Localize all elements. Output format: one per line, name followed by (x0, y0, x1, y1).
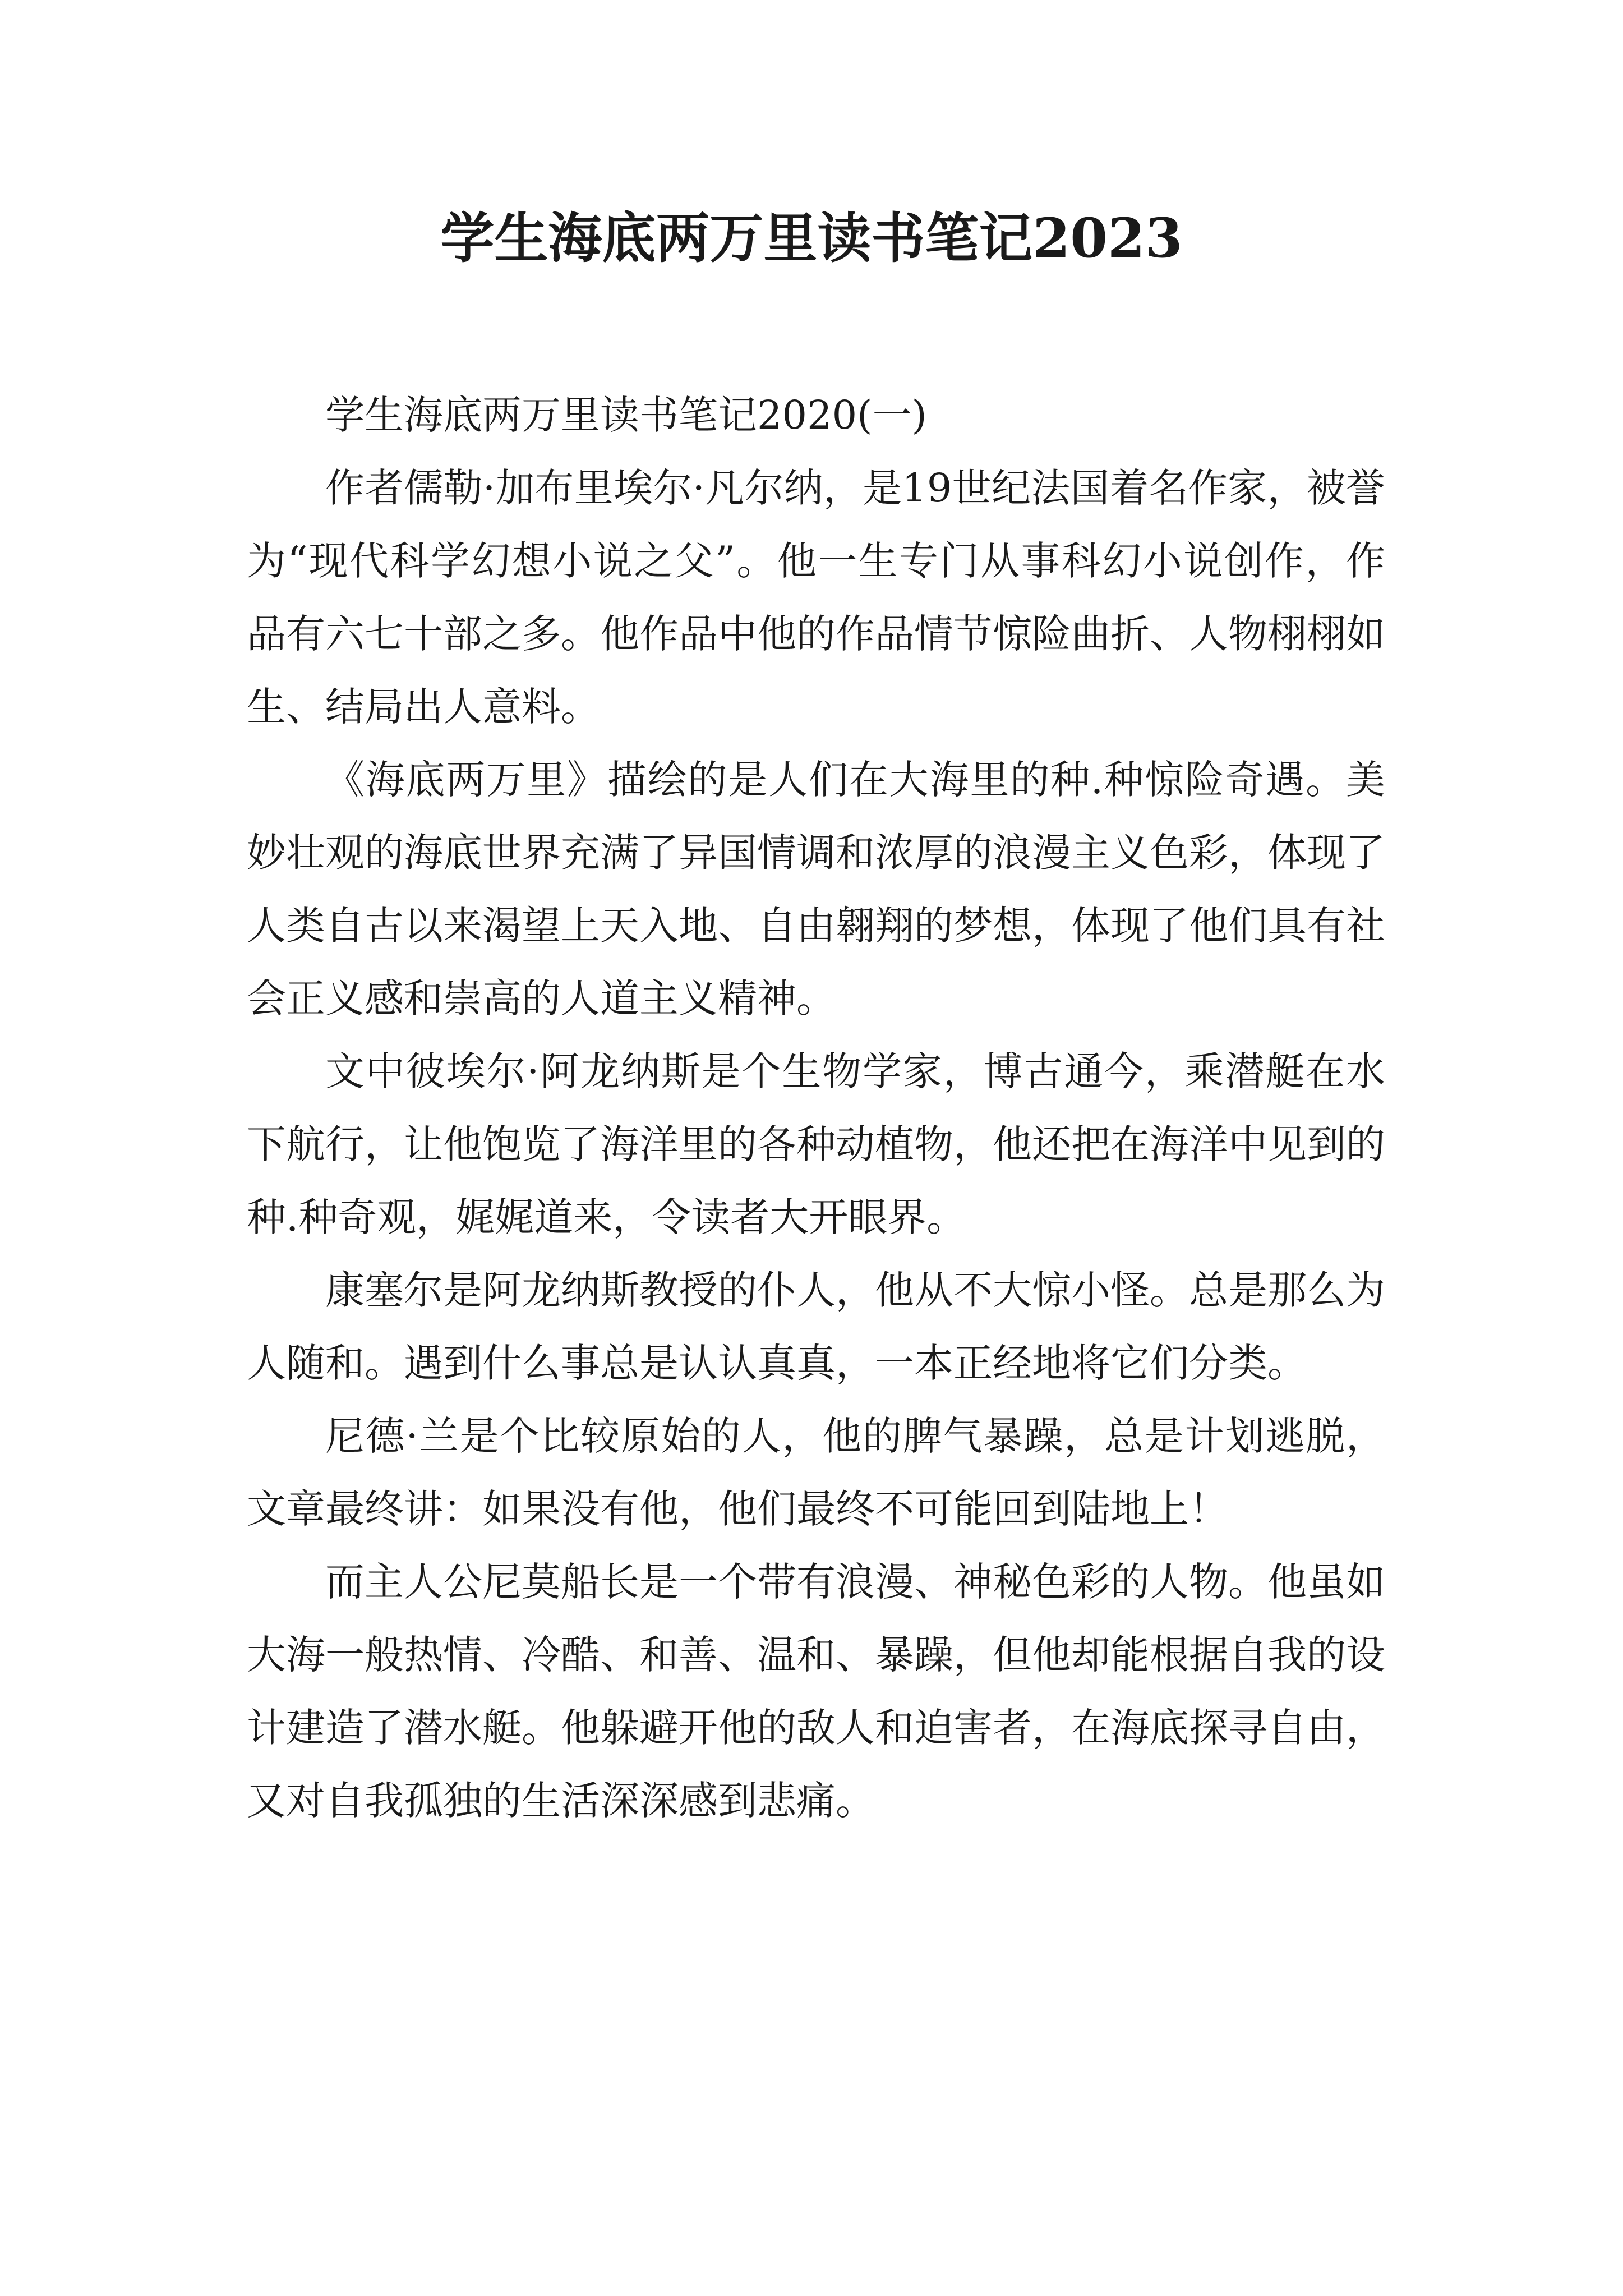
paragraph-aronnax: 文中彼埃尔·阿龙纳斯是个生物学家，博古通今，乘潜艇在水下航行，让他饱览了海洋里的各种动植物，他还把在海洋中见到的种.种奇观，娓娓道来，令读者大开眼界。 (247, 1048, 1385, 1240)
document-subtitle: 学生海底两万里读书笔记2020(一) (325, 392, 927, 438)
paragraph-ned-land: 尼德·兰是个比较原始的人，他的脾气暴躁，总是计划逃脱，文章最终讲：如果没有他，他们最终不可能回到陆地上！ (247, 1413, 1385, 1532)
paragraph-conseil: 康塞尔是阿龙纳斯教授的仆人，他从不大惊小怪。总是那么为人随和。遇到什么事总是认认真真，一本正经地将它们分类。 (247, 1267, 1385, 1386)
document-title: 学生海底两万里读书笔记2023 (440, 206, 1183, 270)
paragraph-captain-nemo: 而主人公尼莫船长是一个带有浪漫、神秘色彩的人物。他虽如大海一般热情、冷酷、和善、温和、暴躁，但他却能根据自我的设计建造了潜水艇。他躲避开他的敌人和迫害者，在海底探寻自由，又对自我孤独的生活深深感到悲痛。 (247, 1559, 1385, 1824)
paragraph-author: 作者儒勒·加布里埃尔·凡尔纳，是19世纪法国着名作家，被誉为“现代科学幻想小说之父”。他一生专门从事科幻小说创作，作品有六七十部之多。他作品中他的作品情节惊险曲折、人物栩栩如生、结局出人意料。 (247, 465, 1385, 730)
paragraph-summary: 《海底两万里》描绘的是人们在大海里的种.种惊险奇遇。美妙壮观的海底世界充满了异国情调和浓厚的浪漫主义色彩，体现了人类自古以来渴望上天入地、自由翱翔的梦想，体现了他们具有社会正义感和崇高的人道主义精神。 (247, 757, 1385, 1022)
document-body (247, 379, 1385, 1837)
